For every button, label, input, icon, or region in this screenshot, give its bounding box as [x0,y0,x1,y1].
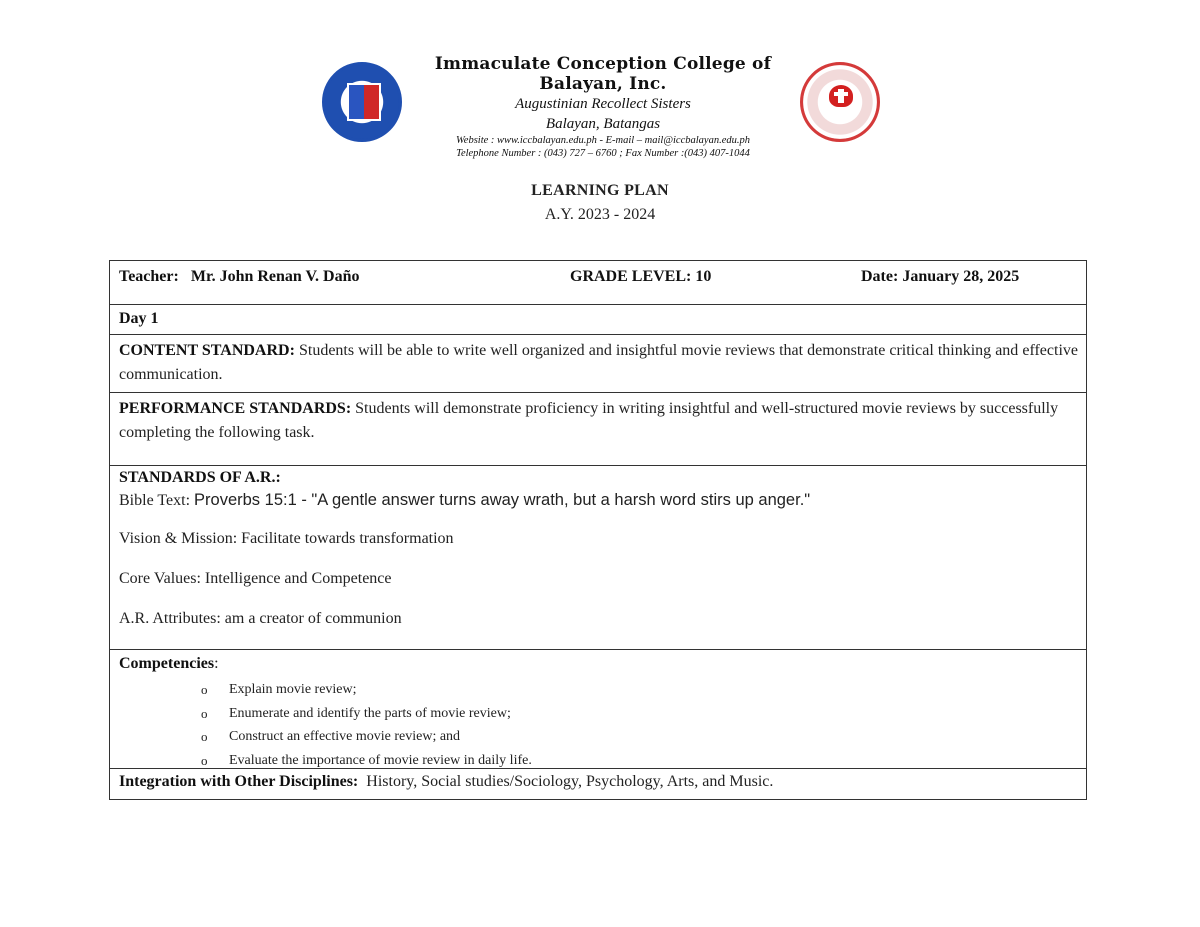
ar-attributes: A.R. Attributes: am a creator of communion [119,610,402,627]
content-standard-label: CONTENT STANDARD: [119,342,295,359]
competencies-label: Competencies [119,655,215,672]
school-name: Immaculate Conception College of Balayan, Inc. [434,54,772,94]
list-item: o Evaluate the importance of movie review in daily life. [201,749,1078,773]
standards-ar-row [110,465,1086,649]
content-standard-text: Students will be able to write well organized and insightful movie reviews that demonstrate critical thinking and effective communication. [119,342,1079,383]
competencies-row [110,649,1086,768]
school-phone: Telephone Number : (043) 727 – 6760 ; Fax Number :(043) 407-1044 [456,148,750,159]
congregation: Augustinian Recollect Sisters [515,96,691,112]
performance-standards-text: Students will demonstrate proficiency in writing insightful and well-structured movie reviews by successfully completing the following task. [119,400,1059,441]
letterhead-text [408,54,798,160]
plan-date: Date: January 28, 2025 [861,268,1020,285]
teacher-name: Teacher: Mr. John Renan V. Daño [119,268,360,285]
performance-standards-label: PERFORMANCE STANDARDS: [119,400,352,417]
school-location: Balayan, Batangas [545,116,661,132]
list-item: o Explain movie review; [201,678,1078,702]
teacher-row [110,261,1086,304]
performance-standards-row [110,392,1086,465]
day-label: Day 1 [110,304,1086,334]
school-website: Website : www.iccbalayan.edu.ph - E-mail – mail@iccbalayan.edu.ph [456,135,750,146]
list-item: o Enumerate and identify the parts of movie review; [201,702,1078,726]
core-values: Core Values: Intelligence and Competence [119,570,392,587]
learning-plan-table [109,260,1087,800]
vision-mission: Vision & Mission: Facilitate towards transformation [119,530,454,547]
college-seal-icon [322,62,402,142]
document-title: LEARNING PLAN [531,182,669,199]
competencies-list [119,678,1078,772]
grade-level: GRADE LEVEL: 10 [570,268,712,285]
standards-ar-label: STANDARDS OF A.R.: [119,469,281,486]
bible-text-line [119,489,1078,512]
content-standard-row [110,334,1086,392]
list-item: o Construct an effective movie review; and [201,725,1078,749]
letterhead [318,48,883,159]
integration-label: Integration with Other Disciplines: [119,773,359,790]
bible-text: Proverbs 15:1 - "A gentle answer turns away wrath, but a harsh word stirs up anger." [194,491,811,509]
bible-text-label: Bible Text: [119,492,191,509]
congregation-seal-icon [800,62,880,142]
school-year: A.Y. 2023 - 2024 [544,206,656,223]
competencies-heading: Competencies: [119,655,219,672]
integration-row [110,768,1086,799]
integration-text: History, Social studies/Sociology, Psychology, Arts, and Music. [366,773,774,790]
